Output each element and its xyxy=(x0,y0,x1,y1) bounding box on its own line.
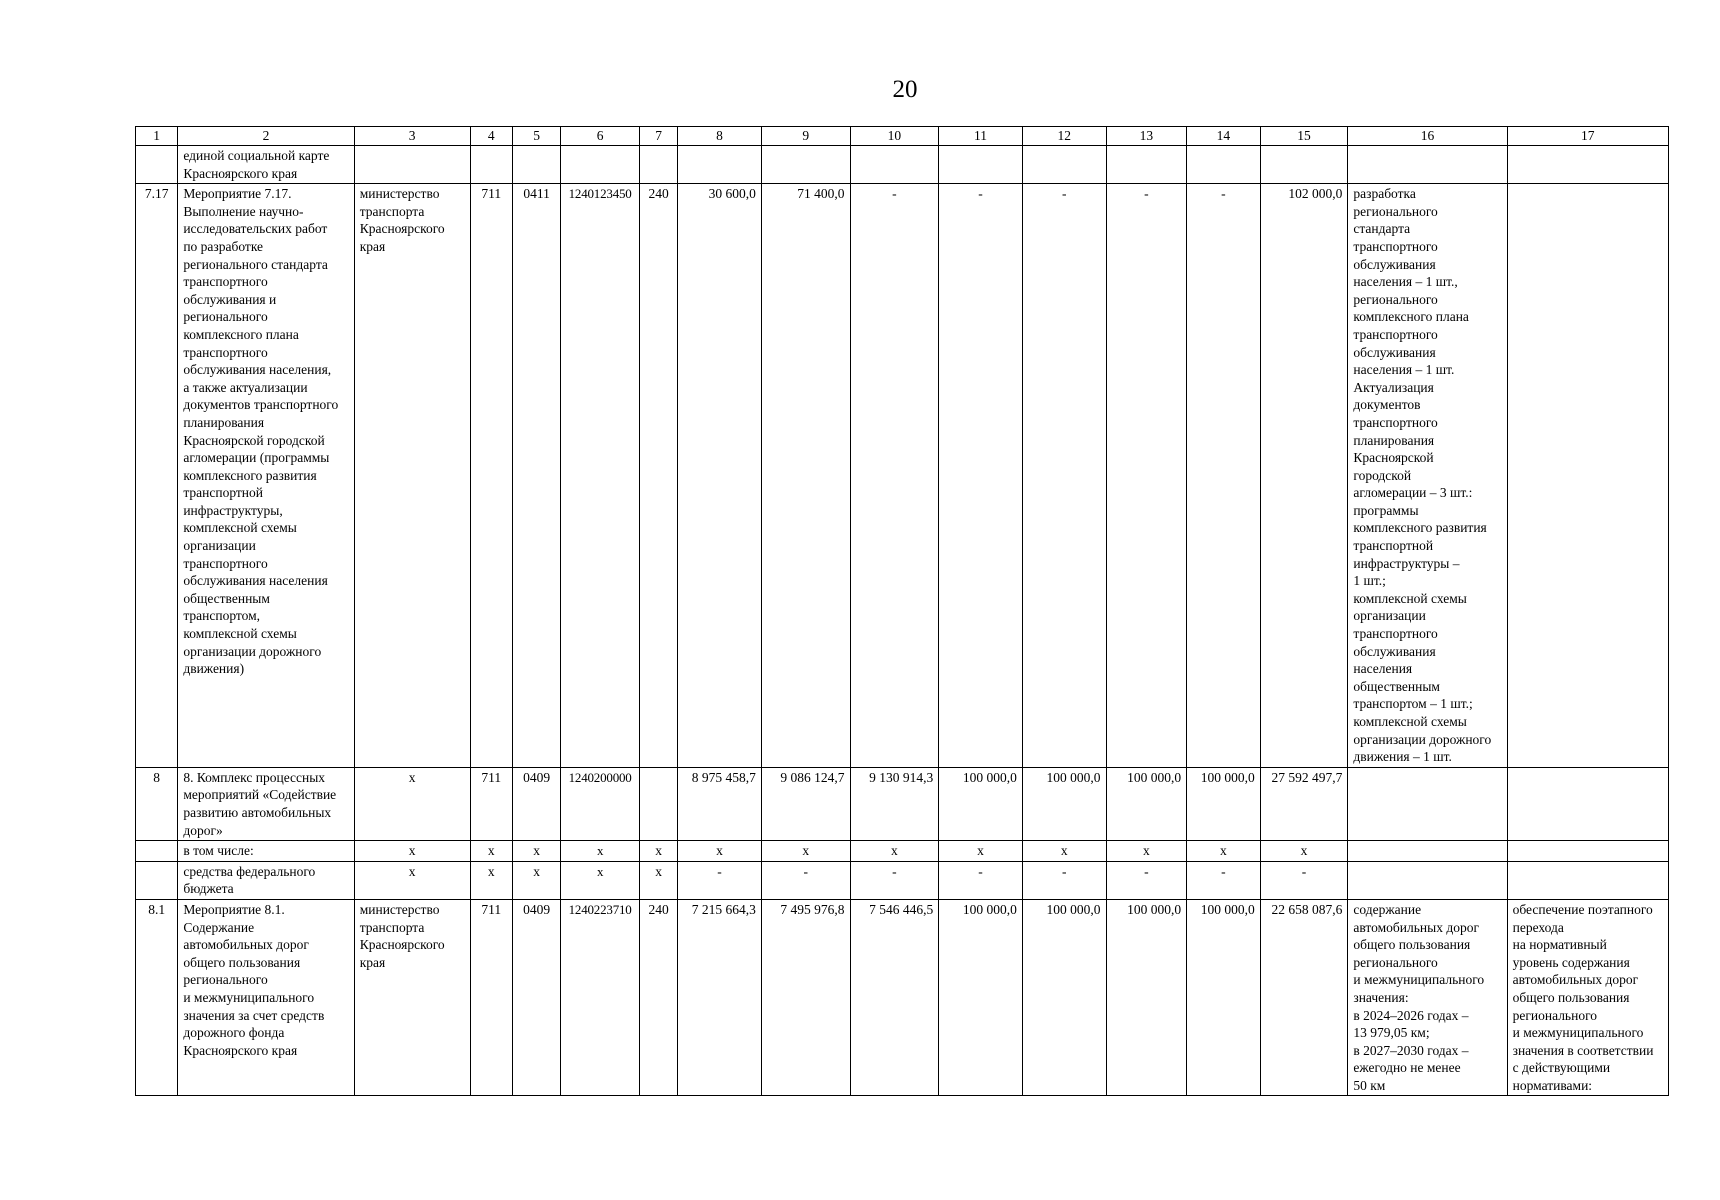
table-cell-col-12: х xyxy=(1022,841,1106,862)
table-cell-col-14: 100 000,0 xyxy=(1187,767,1261,840)
table-cell-col-4: х xyxy=(470,841,512,862)
table-cell-col-1: 8 xyxy=(136,767,178,840)
table-cell-col-13: х xyxy=(1106,841,1187,862)
table-cell-col-14: - xyxy=(1187,184,1261,768)
table-row xyxy=(136,899,1669,1096)
col-header-14: 14 xyxy=(1187,127,1261,146)
table-cell-col-16: разработка регионального стандарта транспортного обслуживания населения – 1 шт., регионального комплексного плана транспортного обслуживания населения – 1 шт. Актуализация документов транспортного планирования Красноярской городской агломерации – 3 шт.: программы комплексного развития транспортной инфраструктуры – 1 шт.; комплексной схемы организации транспортного обслуживания населения общественным транспортом – 1 шт.; комплексной схемы организации дорожного движения – 1 шт. xyxy=(1348,184,1507,768)
table-cell-col-9 xyxy=(761,146,850,184)
table-cell-col-16 xyxy=(1348,767,1507,840)
col-header-1: 1 xyxy=(136,127,178,146)
table-cell-col-7 xyxy=(639,146,677,184)
table-cell-col-13: 100 000,0 xyxy=(1106,767,1187,840)
table-cell-col-7: х xyxy=(639,861,677,899)
table-cell-col-6 xyxy=(561,146,640,184)
col-header-9: 9 xyxy=(761,127,850,146)
program-table xyxy=(135,126,1669,1096)
table-cell-col-9: 7 495 976,8 xyxy=(761,899,850,1096)
table-cell-col-4: 711 xyxy=(470,899,512,1096)
table-cell-col-14 xyxy=(1187,146,1261,184)
table-cell-col-15: - xyxy=(1260,861,1348,899)
table-cell-col-1 xyxy=(136,841,178,862)
table-cell-col-9: - xyxy=(761,861,850,899)
col-header-10: 10 xyxy=(850,127,939,146)
table-cell-col-1 xyxy=(136,146,178,184)
table-cell-col-11: 100 000,0 xyxy=(939,899,1023,1096)
page-number: 20 xyxy=(892,76,918,103)
table-cell-col-8: - xyxy=(678,861,762,899)
table-cell-col-6: х xyxy=(561,861,640,899)
table-cell-col-5: 0409 xyxy=(512,899,560,1096)
table-row xyxy=(136,861,1669,899)
table-cell-col-12: 100 000,0 xyxy=(1022,899,1106,1096)
table-cell-col-15: 22 658 087,6 xyxy=(1260,899,1348,1096)
table-cell-col-17 xyxy=(1507,861,1668,899)
table-cell-col-6: 1240200000 xyxy=(561,767,640,840)
table-cell-col-17 xyxy=(1507,146,1668,184)
table-cell-col-6: 1240123450 xyxy=(561,184,640,768)
table-cell-col-10: 9 130 914,3 xyxy=(850,767,939,840)
table-cell-col-10: х xyxy=(850,841,939,862)
col-header-4: 4 xyxy=(470,127,512,146)
table-cell-col-5: х xyxy=(512,861,560,899)
table-cell-col-15 xyxy=(1260,146,1348,184)
col-header-15: 15 xyxy=(1260,127,1348,146)
table-cell-col-17: обеспечение поэтапного перехода на нормативный уровень содержания автомобильных дорог общего пользования регионального и межмуниципального значения в соответствии с действующими нормативами: xyxy=(1507,899,1668,1096)
table-cell-col-5: 0411 xyxy=(512,184,560,768)
table-cell-col-8: 7 215 664,3 xyxy=(678,899,762,1096)
col-header-7: 7 xyxy=(639,127,677,146)
table-cell-col-1 xyxy=(136,861,178,899)
table-cell-col-16 xyxy=(1348,146,1507,184)
table-cell-col-5: 0409 xyxy=(512,767,560,840)
table-cell-col-2: Мероприятие 7.17. Выполнение научно- исследовательских работ по разработке регионального стандарта транспортного обслуживания и регионального комплексного плана транспортного обслуживания населения, а также актуализации документов транспортного планирования Красноярской городской агломерации (программы комплексного развития транспортной инфраструктуры, комплексной схемы организации транспортного обслуживания населения общественным транспортом, комплексной схемы организации дорожного движения) xyxy=(178,184,354,768)
table-cell-col-6: х xyxy=(561,841,640,862)
col-header-8: 8 xyxy=(678,127,762,146)
table-cell-col-15: 27 592 497,7 xyxy=(1260,767,1348,840)
table-cell-col-3: х xyxy=(354,861,470,899)
table-cell-col-10: - xyxy=(850,184,939,768)
table-cell-col-8 xyxy=(678,146,762,184)
table-cell-col-4: 711 xyxy=(470,767,512,840)
table-cell-col-1: 7.17 xyxy=(136,184,178,768)
table-cell-col-10: - xyxy=(850,861,939,899)
table-cell-col-11: - xyxy=(939,184,1023,768)
col-header-2: 2 xyxy=(178,127,354,146)
table-cell-col-14: 100 000,0 xyxy=(1187,899,1261,1096)
table-cell-col-3: министерство транспорта Красноярского края xyxy=(354,899,470,1096)
col-header-3: 3 xyxy=(354,127,470,146)
table-cell-col-14: х xyxy=(1187,841,1261,862)
col-header-11: 11 xyxy=(939,127,1023,146)
col-header-16: 16 xyxy=(1348,127,1507,146)
table-cell-col-12: - xyxy=(1022,861,1106,899)
table-cell-col-10 xyxy=(850,146,939,184)
col-header-6: 6 xyxy=(561,127,640,146)
table-cell-col-13: - xyxy=(1106,861,1187,899)
table-cell-col-16 xyxy=(1348,861,1507,899)
table-cell-col-16: содержание автомобильных дорог общего пользования регионального и межмуниципального значения: в 2024–2026 годах – 13 979,05 км; в 2027–2030 годах – ежегодно не менее 50 км xyxy=(1348,899,1507,1096)
table-cell-col-2: единой социальной карте Красноярского края xyxy=(178,146,354,184)
table-cell-col-8: 30 600,0 xyxy=(678,184,762,768)
table-cell-col-11: 100 000,0 xyxy=(939,767,1023,840)
table-cell-col-8: 8 975 458,7 xyxy=(678,767,762,840)
table-cell-col-12 xyxy=(1022,146,1106,184)
table-cell-col-7: 240 xyxy=(639,184,677,768)
table-cell-col-4: 711 xyxy=(470,184,512,768)
col-header-5: 5 xyxy=(512,127,560,146)
table-cell-col-9: 9 086 124,7 xyxy=(761,767,850,840)
table-cell-col-11 xyxy=(939,146,1023,184)
table-cell-col-16 xyxy=(1348,841,1507,862)
table-cell-col-14: - xyxy=(1187,861,1261,899)
table-cell-col-3 xyxy=(354,146,470,184)
col-header-13: 13 xyxy=(1106,127,1187,146)
table-cell-col-6: 1240223710 xyxy=(561,899,640,1096)
table-cell-col-13: 100 000,0 xyxy=(1106,899,1187,1096)
table-cell-col-11: х xyxy=(939,841,1023,862)
table-cell-col-4: х xyxy=(470,861,512,899)
table-cell-col-2: 8. Комплекс процессных мероприятий «Содействие развитию автомобильных дорог» xyxy=(178,767,354,840)
table-row xyxy=(136,184,1669,768)
table-cell-col-2: в том числе: xyxy=(178,841,354,862)
table-cell-col-4 xyxy=(470,146,512,184)
table-cell-col-17 xyxy=(1507,841,1668,862)
table-cell-col-8: х xyxy=(678,841,762,862)
table-cell-col-13 xyxy=(1106,146,1187,184)
table-row xyxy=(136,841,1669,862)
table-row xyxy=(136,146,1669,184)
table-cell-col-7: х xyxy=(639,841,677,862)
table-cell-col-9: х xyxy=(761,841,850,862)
table-cell-col-17 xyxy=(1507,767,1668,840)
table-cell-col-7 xyxy=(639,767,677,840)
table-cell-col-11: - xyxy=(939,861,1023,899)
table-cell-col-17 xyxy=(1507,184,1668,768)
table-cell-col-12: 100 000,0 xyxy=(1022,767,1106,840)
table-cell-col-9: 71 400,0 xyxy=(761,184,850,768)
table-cell-col-12: - xyxy=(1022,184,1106,768)
table-cell-col-13: - xyxy=(1106,184,1187,768)
col-header-17: 17 xyxy=(1507,127,1668,146)
table-cell-col-15: х xyxy=(1260,841,1348,862)
column-number-row xyxy=(136,127,1669,146)
table-cell-col-5: х xyxy=(512,841,560,862)
table-cell-col-10: 7 546 446,5 xyxy=(850,899,939,1096)
table-row xyxy=(136,767,1669,840)
table-cell-col-3: х xyxy=(354,841,470,862)
table-cell-col-7: 240 xyxy=(639,899,677,1096)
table-cell-col-2: средства федерального бюджета xyxy=(178,861,354,899)
table-cell-col-5 xyxy=(512,146,560,184)
table-cell-col-3: х xyxy=(354,767,470,840)
table-cell-col-1: 8.1 xyxy=(136,899,178,1096)
table-cell-col-15: 102 000,0 xyxy=(1260,184,1348,768)
col-header-12: 12 xyxy=(1022,127,1106,146)
table-cell-col-3: министерство транспорта Красноярского края xyxy=(354,184,470,768)
table-cell-col-2: Мероприятие 8.1. Содержание автомобильных дорог общего пользования регионального и межмуниципального значения за счет средств дорожного фонда Красноярского края xyxy=(178,899,354,1096)
